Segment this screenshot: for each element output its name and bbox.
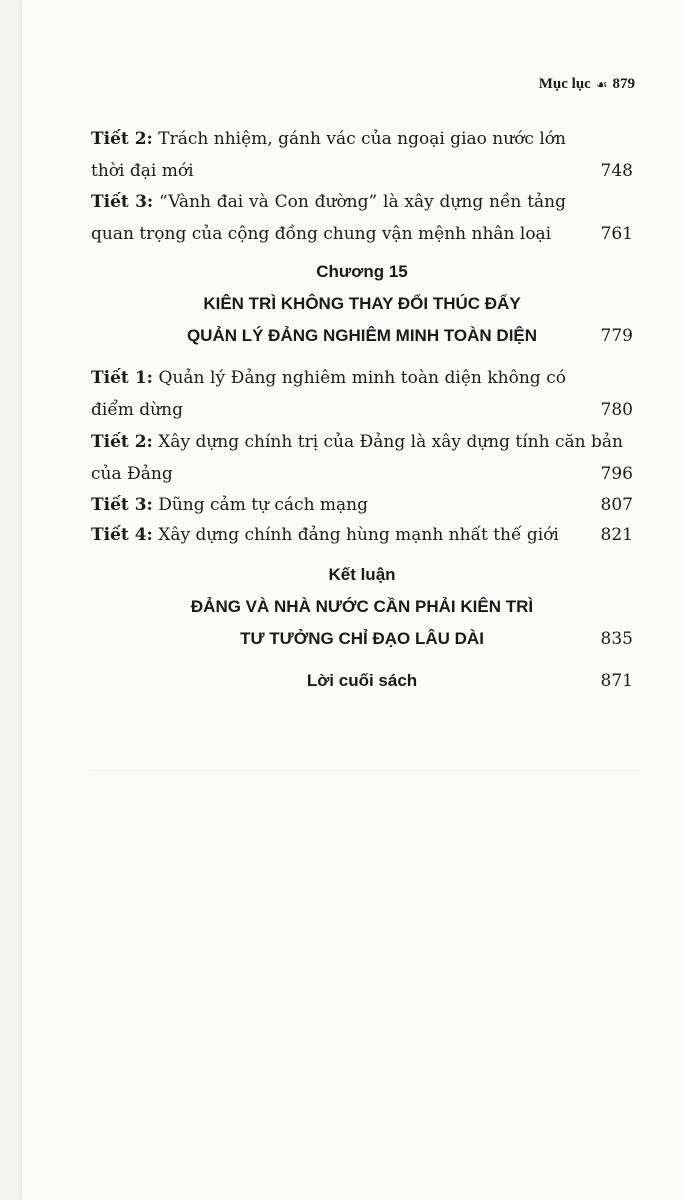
toc-entry: [91, 426, 633, 490]
header-title: Mục lục: [538, 76, 591, 92]
entry-text: “Vành đai và Con đường” là xây dựng nền tảng: [159, 192, 566, 212]
entry-label: Tiết 4:: [91, 525, 153, 545]
entry-label: Tiết 2:: [91, 432, 153, 452]
entry-page-number: 796: [600, 464, 633, 484]
conclusion-title-block: [91, 559, 633, 655]
bleed-through-rule: [90, 770, 640, 771]
entry-text: Xây dựng chính đảng hùng mạnh nhất thế giới: [158, 525, 559, 545]
entry-page-number: 780: [600, 400, 633, 420]
afterword-entry: [91, 665, 633, 697]
entry-text: Dũng cảm tự cách mạng: [158, 495, 369, 515]
toc-entry: [91, 489, 633, 521]
afterword-page-number: 871: [600, 671, 633, 691]
entry-page-number: 761: [600, 224, 633, 244]
chapter-heading: Chương 15: [316, 262, 408, 281]
conclusion-heading: Kết luận: [328, 565, 396, 584]
entry-label: Tiết 3:: [91, 495, 153, 515]
entry-label: Tiết 3:: [91, 192, 154, 212]
entry-text: điểm dừng: [91, 400, 183, 420]
afterword-label: Lời cuối sách: [306, 671, 418, 690]
entry-text: của Đảng: [91, 464, 173, 484]
entry-text: Trách nhiệm, gánh vác của ngoại giao nước lớn: [158, 129, 566, 149]
toc-entry: [91, 519, 633, 551]
toc-entry: [91, 362, 633, 426]
conclusion-title-line: TƯ TƯỞNG CHỈ ĐẠO LÂU DÀI: [240, 629, 484, 648]
entry-text: Quản lý Đảng nghiêm minh toàn diện không có: [158, 368, 566, 388]
header-page-number: 879: [612, 76, 635, 92]
toc-entry: [91, 186, 633, 250]
conclusion-title-line: ĐẢNG VÀ NHÀ NƯỚC CẦN PHẢI KIÊN TRÌ: [190, 597, 534, 616]
conclusion-page-number: 835: [600, 629, 633, 649]
entry-page-number: 748: [600, 161, 633, 181]
running-header: [539, 76, 635, 93]
entry-page-number: 807: [600, 495, 633, 515]
ornament-icon: ☙: [595, 76, 608, 92]
chapter-title-line: KIÊN TRÌ KHÔNG THAY ĐỔI THÚC ĐẨY: [203, 294, 521, 313]
chapter-title-block: [91, 256, 633, 352]
chapter-title-line: QUẢN LÝ ĐẢNG NGHIÊM MINH TOÀN DIỆN: [186, 326, 538, 345]
entry-text: Xây dựng chính trị của Đảng là xây dựng tính căn bản: [158, 432, 623, 452]
chapter-page-number: 779: [600, 326, 633, 346]
entry-text: thời đại mới: [91, 161, 194, 181]
toc-entry: [91, 123, 633, 187]
entry-text: quan trọng của cộng đồng chung vận mệnh nhân loại: [91, 224, 552, 244]
entry-label: Tiết 2:: [91, 129, 153, 149]
entry-page-number: 821: [600, 525, 633, 545]
entry-label: Tiết 1:: [91, 368, 153, 388]
